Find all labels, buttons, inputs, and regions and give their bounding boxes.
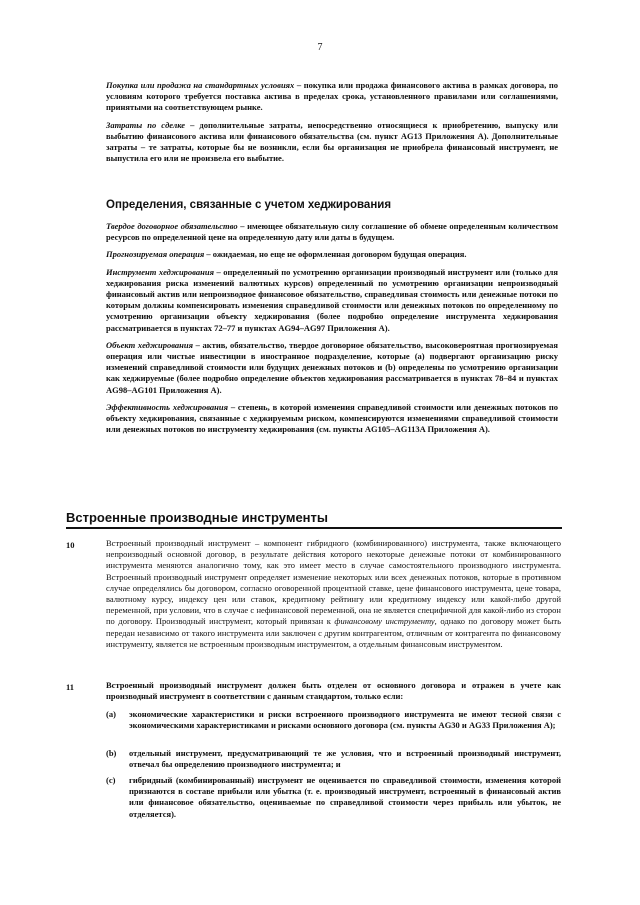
list-item-letter: (b): [106, 748, 117, 758]
heading-underline: [66, 527, 562, 529]
paragraph-10: [106, 538, 561, 650]
paragraph-number-10: 10: [66, 540, 75, 550]
page-number: 7: [317, 42, 323, 53]
definition-text: – покупка или продажа финансового актива в рамках договора, по условиям которого требуется поставка актива в пределах срока, установленного правилами или соглашениями, принятыми на соответствующем рынке.: [106, 80, 558, 113]
definition-text: – дополнительные затраты, непосредственно относящиеся к приобретению, выпуску или выбытию финансового актива или финансового обязательства (см. пункт AG13 Приложения A). Дополнительные затраты – те затраты, которые бы не возникли, если бы организация не приобрела финансовый инструмент, не выпустила его или не произвела его выбытие.: [106, 119, 558, 164]
definition-text: – актив, обязательство, твердое договорное обязательство, высоковероятная прогнозируемая операция или чистые инвестиции в иностранное подразделение, которые (a) подвергают организацию риску изменений справедливой стоимости или будущих денежных потоков и (b) определены по усмотрению организации как хеджируемые (более подробно определение объектов хеджирования рассматривается в пунктах 78–84 и пунктах AG98–AG101 Приложения A).: [106, 339, 558, 395]
paragraph-number-11: 11: [66, 682, 75, 692]
definition-text: – степень, в которой изменения справедливой стоимости или денежных потоков по объекту хеджирования, связанные с хеджируемым риском, компенсируются изменениями справедливой стоимости или денежных потоков по инструменту хеджирования (см. пункты AG105–AG113A Приложения A).: [106, 401, 558, 435]
list-item-c: [106, 775, 561, 820]
definition-text: – определенный по усмотрению организации производный инструмент или (только для хеджирования риска изменений валютных курсов) определенный по усмотрению организации непроизводный финансовый актив или непроизводное финансовое обязательство, справедливая стоимость или денежные потоки по которым должны компенсировать изменения справедливой стоимости или денежных потоков по определенному по усмотрению организации объекту хеджирования (более подробно определение инструмента хеджирования рассматривается в пунктах 72–77 и пунктах AG94–AG97 Приложения A).: [106, 266, 559, 333]
list-item-b: [106, 748, 561, 770]
definition-term: Эффективность хеджирования: [106, 401, 229, 412]
paragraph-text: , однако по договору может быть передан независимо от такого инструмента или заключен с другим контрагентом, отличным от контрагента по финансовому инструменту, является не встроенным производным инструментом, а отдельным финансовым инструментом.: [106, 616, 562, 649]
definition-regular-way: [106, 80, 558, 114]
definition-hedged-item: [106, 340, 558, 396]
definition-term: Покупка или продажа на стандартных условиях: [106, 80, 295, 90]
list-item-text: отдельный инструмент, предусматривающий те же условия, что и встроенный производный инструмент, отвечал бы определению производного инструмента; и: [129, 748, 561, 770]
section-heading-hedging: Определения, связанные с учетом хеджирования: [106, 199, 392, 211]
paragraph-emphasis: финансовому инструменту: [334, 616, 435, 627]
definition-text: – имеющее обязательную силу соглашение об обмене определенным количеством ресурсов по определенной цене на определенную дату или даты в будущем.: [106, 221, 558, 243]
list-item-a: [106, 709, 561, 731]
list-item-text: гибридный (комбинированный) инструмент не оценивается по справедливой стоимости, изменения которой признаются в составе прибыли или убытка (т. е. производный инструмент, встроенный в финансовый актив или финансовое обязательство, оцениваемые по справедливой стоимости через прибыль или убыток, не отделяется).: [129, 775, 561, 819]
list-item-letter: (c): [106, 775, 116, 785]
definition-transaction-costs: [106, 120, 558, 165]
definition-term: Затраты по сделке: [106, 119, 186, 130]
list-item-letter: (a): [106, 709, 116, 719]
definitions-hedging: [106, 221, 558, 435]
section-heading-embedded-derivatives: Встроенные производные инструменты: [66, 510, 329, 525]
definition-term: Твердое договорное обязательство: [106, 221, 238, 231]
definition-firm-commitment: [106, 221, 558, 243]
list-item-text: экономические характеристики и риски встроенного производного инструмента не имеют тесной связи с экономическими характеристиками и рисками основного договора (см. пункты AG30 и AG33 Приложения A);: [129, 709, 561, 731]
definition-text: – ожидаемая, но еще не оформленная договором будущая операция.: [204, 249, 467, 260]
definition-forecast-transaction: [106, 249, 558, 260]
definition-term: Прогнозируемая операция: [106, 249, 205, 260]
definitions-top: [106, 80, 558, 164]
paragraph-text: Встроенный производный инструмент – компонент гибридного (комбинированного) инструмента, также включающего непроизводный основной договор, в результате действия которого некоторые денежные потоки от комбинированного инструмента меняются аналогично тому, как это имеет место в случае самостоятельного производного инструмента. Встроенный производный инструмент определяет изменение некоторых или всех денежных потоков, которые в противном случае определялись бы договором, согласно оговоренной процентной ставке, цене финансового инструмента, цене товара, валютному курсу, индексу цен или ставок, кредитному рейтингу или кредитному индексу или какой-либо другой переменной, при условии, что в случае с нефинансовой переменной, она не является специфичной для какой-либо из сторон по договору. Производный инструмент, который привязан к: [106, 538, 561, 627]
definition-hedging-instrument: [106, 267, 558, 334]
definition-term: Объект хеджирования: [106, 339, 194, 350]
definition-term: Инструмент хеджирования: [106, 266, 215, 277]
definition-hedge-effectiveness: [106, 402, 558, 436]
paragraph-11-intro: Встроенный производный инструмент должен быть отделен от основного договора и отражен в учете как производный инструмент в соответствии с данным стандартом, только если:: [106, 680, 561, 702]
